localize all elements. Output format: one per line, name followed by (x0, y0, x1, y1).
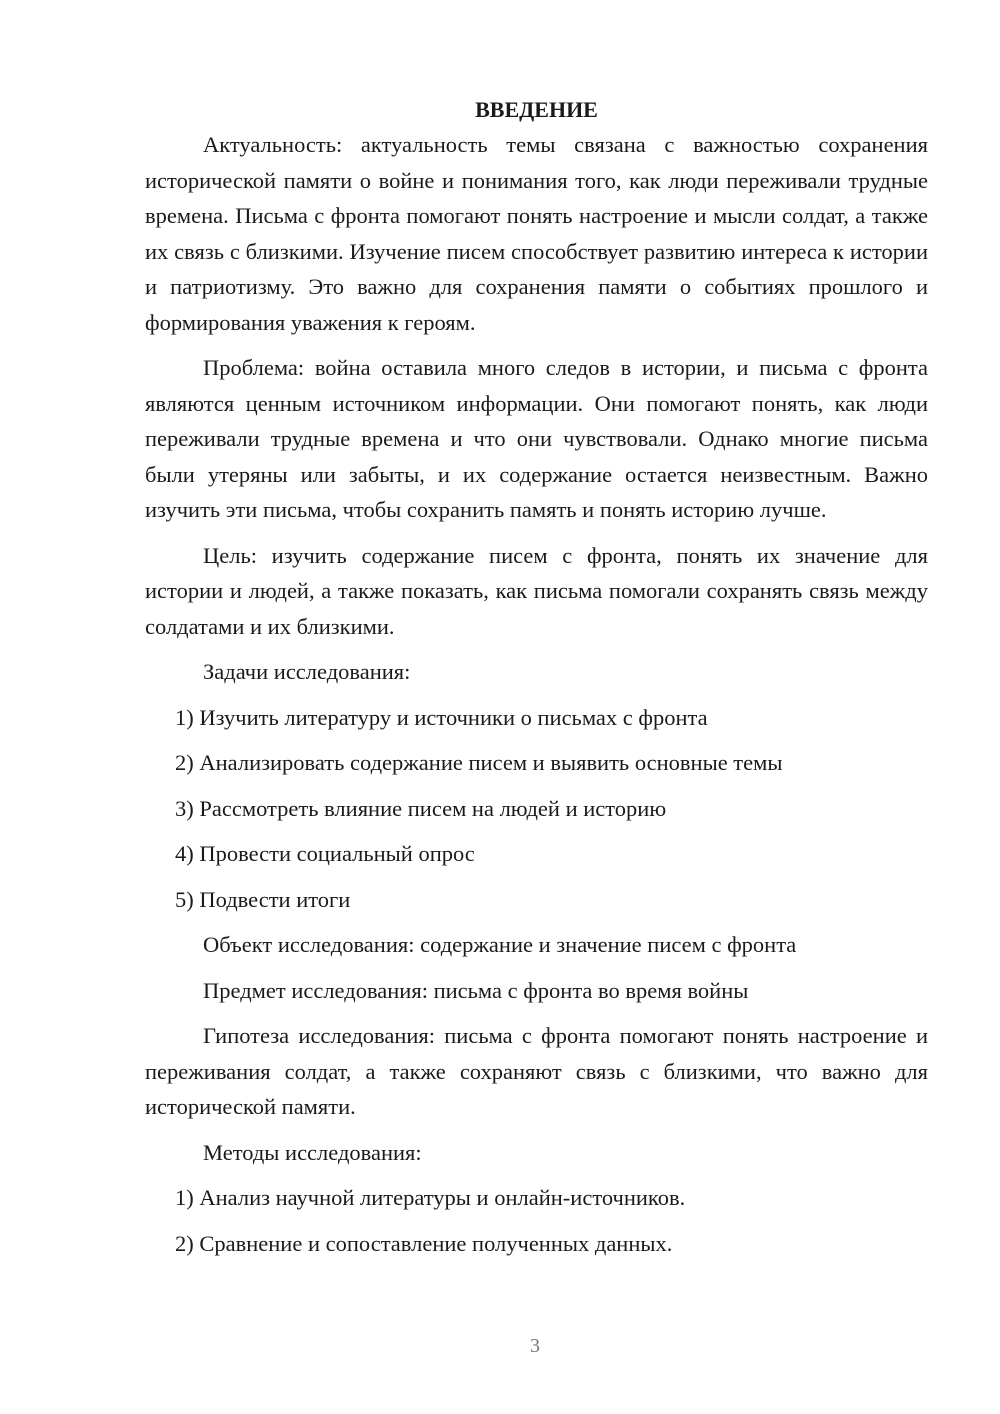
page-number: 3 (530, 1335, 540, 1357)
goal-paragraph: Цель: изучить содержание писем с фронта, понять их значение для истории и людей, а также показать, как письма помогали сохранять связь между солдатами и их близкими. (145, 542, 928, 639)
relevance-paragraph: Актуальность: актуальность темы связана с важностью сохранения исторической памяти о войне и понимания того, как люди переживали трудные времена. Письма с фронта помогают понять настроение и мысли солдат, а также их связь с близкими. Изучение писем способствует развитию интереса к истории и патриотизму. Это важно для сохранения памяти о событиях прошлого и формирования уважения к героям. (145, 132, 928, 335)
method-item: 1) Анализ научной литературы и онлайн-источников. (175, 1185, 686, 1210)
research-subject: Предмет исследования: письма с фронта во время войны (203, 977, 749, 1003)
task-item: 5) Подвести итоги (175, 886, 351, 912)
hypothesis-paragraph: Гипотеза исследования: письма с фронта помогают понять настроение и переживания солдат, а также сохраняют связь с близкими, что важно для исторической памяти. (145, 1023, 928, 1119)
methods-heading: Методы исследования: (203, 1139, 422, 1165)
document-page (145, 95, 928, 1271)
task-item: 2) Анализировать содержание писем и выявить основные темы (175, 750, 783, 775)
tasks-heading: Задачи исследования: (203, 659, 411, 684)
research-object: Объект исследования: содержание и значение писем с фронта (203, 932, 797, 957)
section-title: ВВЕДЕНИЕ (475, 97, 598, 122)
task-item: 3) Рассмотреть влияние писем на людей и историю (175, 795, 667, 821)
task-item: 4) Провести социальный опрос (175, 841, 475, 866)
method-item: 2) Сравнение и сопоставление полученных данных. (175, 1230, 673, 1256)
problem-paragraph: Проблема: война оставила много следов в истории, и письма с фронта являются ценным источником информации. Они помогают понять, как люди переживали трудные времена и что они чувствовали. Однако многие письма были утеряны или забыты, и их содержание остается неизвестным. Важно изучить эти письма, чтобы сохранить память и понять историю лучше. (145, 355, 928, 522)
task-item: 1) Изучить литературу и источники о письмах с фронта (175, 704, 708, 730)
